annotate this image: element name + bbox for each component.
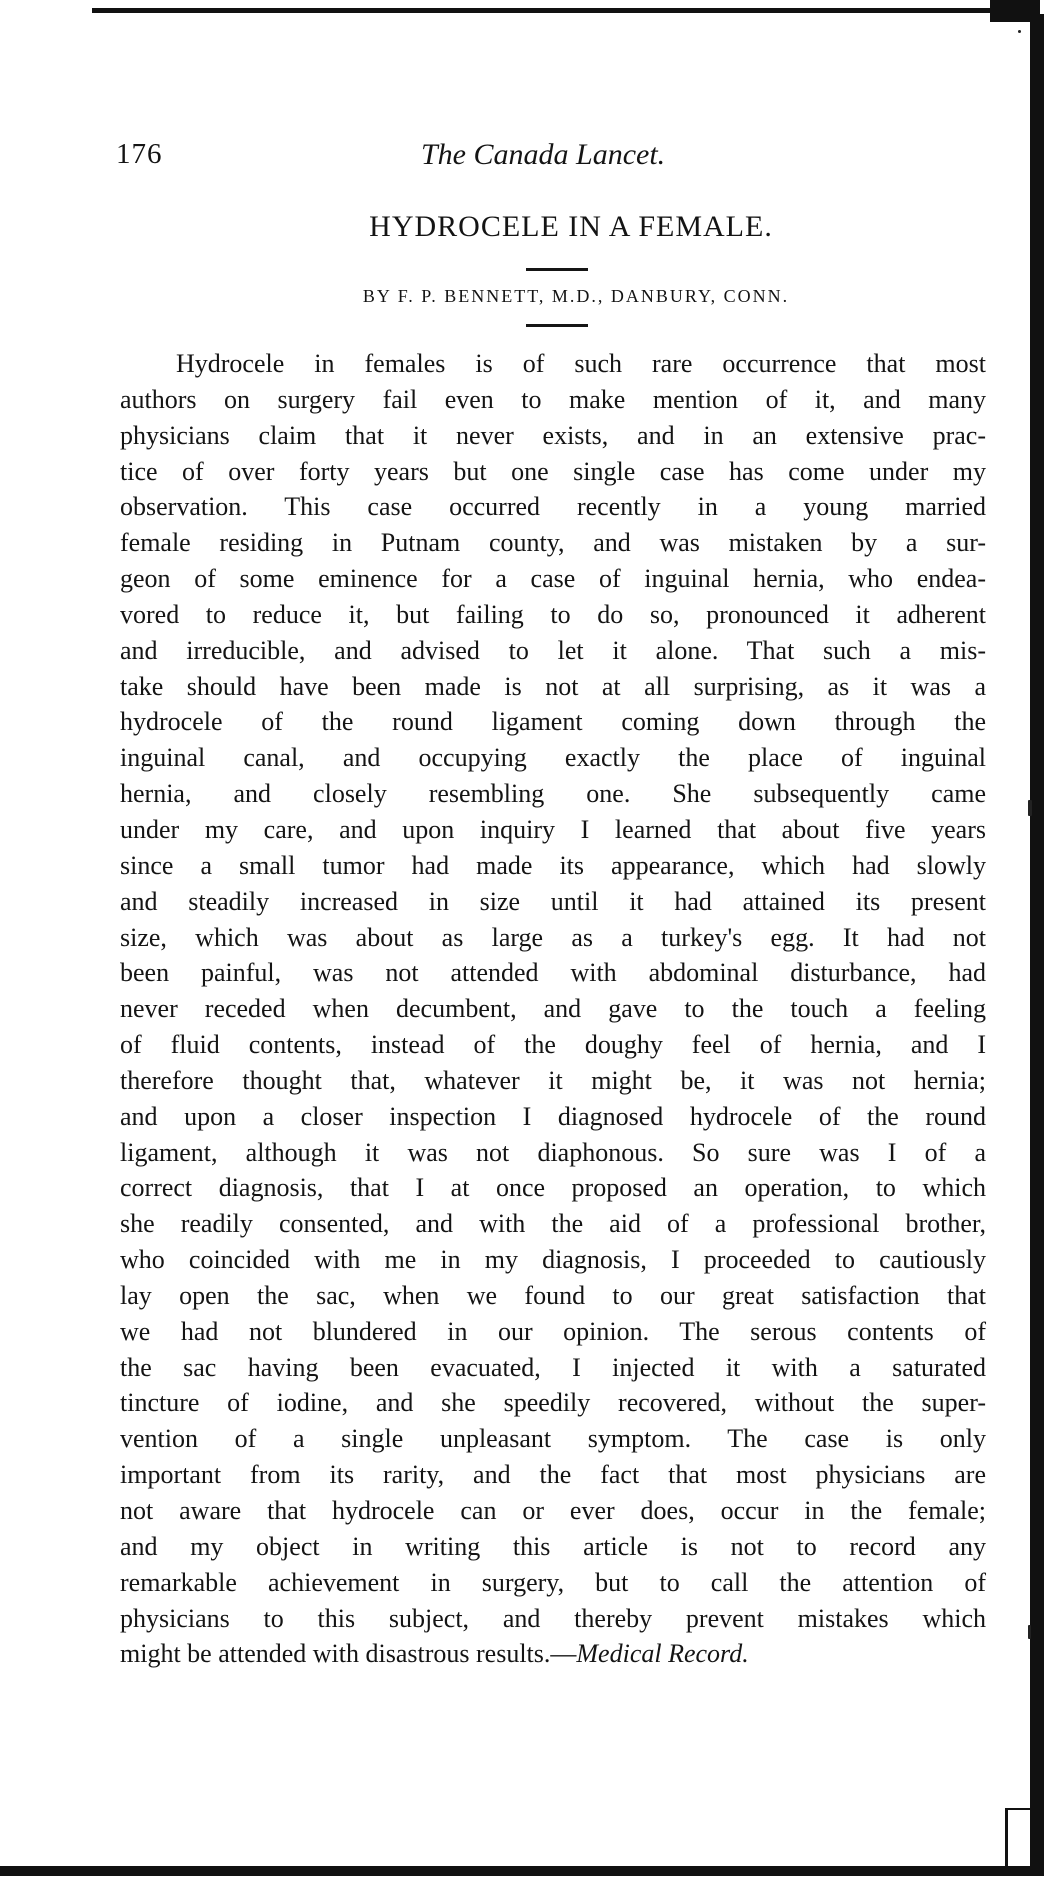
scan-speck [1028,800,1032,816]
scan-speck [1018,30,1021,33]
text-line: vention of a single unpleasant symptom. The case is only [120,1424,986,1454]
text-line: and irreducible, and advised to let it alone. That such a mis- [120,635,986,665]
text-line: Hydrocele in females is of such rare occurrence that most [176,349,986,378]
byline-rule [526,324,588,327]
article-title: HYDROCELE IN A FEMALE. [369,210,773,243]
running-head [116,138,996,178]
text-line: and upon a closer inspection I diagnosed hydrocele of the round [120,1101,986,1131]
text-line: the sac having been evacuated, I injected it with a saturated [120,1352,986,1382]
text-line: physicians claim that it never exists, and in an extensive prac- [120,420,986,450]
text-line-final [120,1636,986,1672]
text-line: therefore thought that, whatever it might be, it was not hernia; [120,1065,986,1095]
text-line: ligament, although it was not diaphonous. So sure was I of a [120,1137,986,1167]
text-line: tice of over forty years but one single case has come under my [120,456,986,486]
scan-edge-top [92,8,1037,13]
text-line: authors on surgery fail even to make mention of it, and many [120,384,986,414]
byline: BY F. P. BENNETT, M.D., DANBURY, CONN. [362,286,790,306]
text-line: tincture of iodine, and she speedily recovered, without the super- [120,1388,986,1418]
journal-title: The Canada Lancet. [421,138,666,171]
scan-edge-right [1030,14,1044,1874]
text-line: never receded when decumbent, and gave to the touch a feeling [120,994,986,1024]
scan-edge-bottom [0,1866,1044,1876]
text-line: under my care, and upon inquiry I learned that about five years [120,814,986,844]
text-line: she readily consented, and with the aid of a professional brother, [120,1209,986,1239]
text-line: lay open the sac, when we found to our great satisfaction that [120,1280,986,1310]
text-line: not aware that hydrocele can or ever does, occur in the female; [120,1496,986,1525]
text-line: size, which was about as large as a turkey's egg. It had not [120,922,986,952]
text-line: hydrocele of the round ligament coming down through the [120,707,986,737]
text-line: been painful, was not attended with abdominal disturbance, had [120,958,986,988]
text-line: inguinal canal, and occupying exactly the place of inguinal [120,743,986,773]
text-line: of fluid contents, instead of the doughy feel of hernia, and I [120,1030,986,1060]
title-rule [526,268,588,271]
text-line: physicians to this subject, and thereby prevent mistakes which [120,1603,986,1633]
text-line: geon of some eminence for a case of inguinal hernia, who endea- [120,564,986,594]
text-line: important from its rarity, and the fact that most physicians are [120,1460,986,1490]
text-line: remarkable achievement in surgery, but to call the attention of [120,1567,986,1597]
text-line: correct diagnosis, that I at once proposed an operation, to which [120,1173,986,1203]
text-line: we had not blundered in our opinion. The serous contents of [120,1316,986,1346]
source-citation: Medical Record. [576,1639,749,1669]
text-line: observation. This case occurred recently in a young married [120,492,986,522]
text-line: female residing in Putnam county, and was mistaken by a sur- [120,528,986,558]
article-body [120,346,986,1672]
scan-edge-notch [1005,1808,1036,1870]
text-line: and steadily increased in size until it had attained its present [120,886,986,916]
text-line: vored to reduce it, but failing to do so, pronounced it adherent [120,599,986,629]
final-line-text: might be attended with disastrous results.— [120,1639,577,1669]
text-line: and my object in writing this article is not to record any [120,1531,986,1561]
page-number: 176 [116,138,163,170]
text-line: take should have been made is not at all surprising, as it was a [120,671,986,701]
text-line: since a small tumor had made its appearance, which had slowly [120,850,986,880]
scan-speck [1028,1625,1031,1639]
text-line: hernia, and closely resembling one. She subsequently came [120,779,986,809]
text-line: who coincided with me in my diagnosis, I proceeded to cautiously [120,1245,986,1275]
